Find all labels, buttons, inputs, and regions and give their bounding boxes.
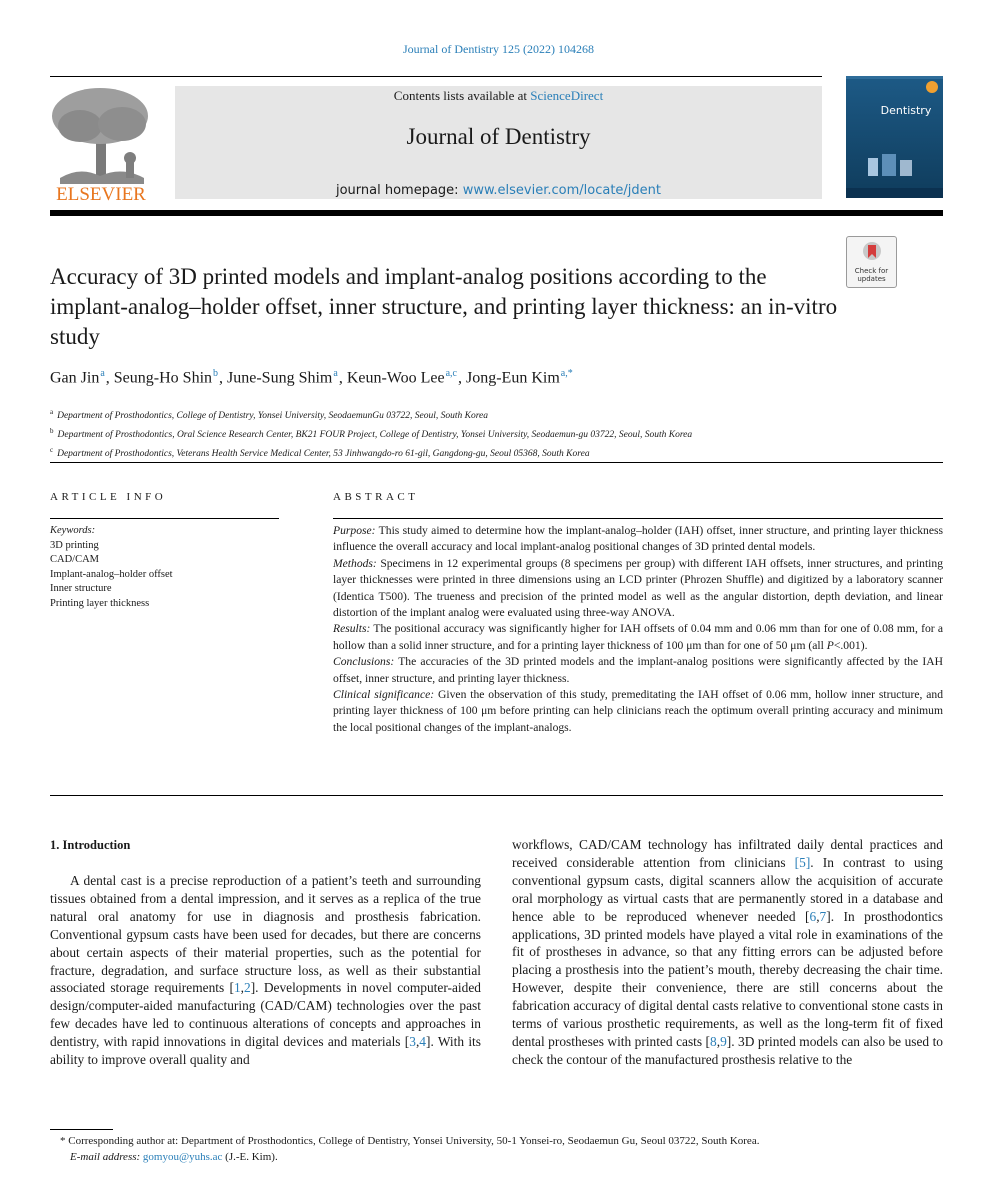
email-link[interactable]: gomyou@yuhs.ac (142, 1151, 223, 1164)
abstract-clinical-significance (333, 687, 943, 736)
bookmark-icon (862, 241, 882, 265)
journal-masthead (175, 86, 822, 199)
author-affiliation-marker[interactable]: a (333, 368, 338, 379)
clinical-label: Clinical significance: (333, 688, 435, 702)
section-rule (50, 462, 943, 463)
intro-text: . In contrast to using conventional gypsum casts, digital scanners allow the acquisition of accurate oral morphology as virtual casts that are permanently stored in a database and hence able to be reproduced whenever needed [ (512, 854, 943, 924)
results-label: Results: (333, 622, 371, 636)
cover-image (846, 76, 943, 198)
footnote-line (60, 1133, 950, 1149)
introduction-heading: 1. Introduction (50, 838, 131, 852)
check-label-line-1: Check for (854, 267, 889, 275)
sciencedirect-link[interactable]: ScienceDirect (530, 88, 604, 103)
journal-citation[interactable]: Journal of Dentistry 125 (2022) 104268 (403, 42, 594, 56)
clinical-text: Given the observation of this study, premeditating the IAH offset of 0.06 mm, hollow inner structure, and printing layer thickness of 100 μm before printing can help clinicians reach the optimum overall printing accuracy and minimum the local positional changes of the implant-analogs. (333, 688, 944, 734)
homepage-prefix: journal homepage: (335, 183, 463, 198)
keyword-item: Implant-analog–holder offset (50, 568, 173, 580)
reference-link[interactable]: 9 (720, 1033, 727, 1049)
introduction-left-column (50, 872, 481, 1069)
affiliation-item (50, 405, 950, 424)
article-title: Accuracy of 3D printed models and implant-analog positions according to the implant-analog–holder offset, inner structure, and printing layer thickness: an in-vitro study (50, 264, 838, 349)
purpose-label: Purpose: (333, 524, 376, 537)
check-for-updates-label (847, 267, 896, 283)
intro-text: A dental cast is a precise reproduction of a patient’s teeth and surrounding tissues obtained from a dental impression, and it serves as a replica of the true natural oral anatomy for use in diagnosis and prosthesis fabrication. Conventional gypsum casts have been used for decades, but there are concerns about certain aspects of their material properties, such as the potential for fracture, degradation, and surface structure loss, as well as their substantial associated storage requirements [ (50, 873, 481, 996)
intro-text: ]. In prosthodontics applications, 3D printed models have played a vital role in examinations of the fit of prostheses in advance, so that any fitting errors can be adjusted before placing a prosthesis into the patient’s mouth, thereby decreasing the chair time. However, despite their convenience, there are still concerns about the fabrication accuracy of digital dental casts relative to conventional stone casts in terms of various prosthetic requirements, as well as the long-term fit of fixed dental prostheses with printed casts [ (512, 908, 943, 1049)
abstract-purpose (333, 523, 943, 556)
keyword-item: 3D printing (50, 539, 99, 551)
author-affiliation-marker[interactable]: a,c (445, 368, 457, 379)
check-label-line-2: updates (857, 275, 886, 283)
keyword-item: CAD/CAM (50, 554, 100, 566)
cover-title: Dentistry (880, 104, 932, 117)
author-name: Keun-Woo Lee (346, 369, 445, 387)
publisher-name: ELSEVIER (56, 184, 146, 204)
keywords-label: Keywords: (50, 525, 96, 536)
reference-link[interactable]: [5] (794, 854, 811, 870)
top-rule (50, 76, 822, 77)
article-info-heading: ARTICLE INFO (50, 491, 167, 503)
contents-line (175, 88, 822, 104)
author-list (50, 368, 930, 387)
purpose-text: This study aimed to determine how the implant-analog–holder (IAH) offset, inner structure, and printing layer thickness influence the overall accuracy and local implant-analog positional changes of 3D printed dental models. (333, 524, 943, 554)
introduction-right-column (512, 836, 943, 1069)
abstract-bottom-rule (50, 795, 943, 796)
footnote-star: * (60, 1135, 66, 1147)
introduction-paragraph: A dental cast is a precise reproduction of a patient’s teeth and surrounding tissues obtained from a dental impression, and it serves as a replica of the true natural oral anatomy for use in diagnosis and prosthesis fabrication. Conventional gypsum casts have been used for decades, but there are concerns about certain aspects of their material properties, such as the potential for fracture, degradation, and surface structure loss, as well as their substantial associated storage requirements [1,2]. Developments in novel computer-aided design/computer-aided manufacturing (CAD/CAM) technologies over the past few decades have led to continuous alterations of concepts and approaches in dentistry, with rapid innovations in digital devices and materials [3,4]. With its ability to improve overall quality and (50, 873, 481, 1068)
header-thick-rule (50, 210, 943, 216)
journal-cover[interactable] (846, 76, 943, 198)
reference-link[interactable]: 8 (710, 1033, 717, 1049)
homepage-line (175, 183, 822, 198)
footnote-email-line (60, 1149, 950, 1165)
results-p-symbol: P (826, 638, 834, 652)
author-affiliation-marker[interactable]: a (100, 368, 105, 379)
footnote-text: Corresponding author at: Department of Prosthodontics, College of Dentistry, Yonsei University, 50-1 Yonsei-ro, Seodaemun Gu, Seoul 03722, South Korea. (65, 1135, 760, 1147)
journal-title: Journal of Dentistry (406, 124, 591, 149)
methods-text: Specimens in 12 experimental groups (8 specimens per group) with different IAH offsets, inner structures, and printing layer thicknesses were printed in three dimensions using an LCD printer (Phrozen Shuffle) and digitized by a laboratory scanner (Identica T500). The trueness and precision of the printed model as well as the angular distortion, depth deviation, and linear distortion of the implant analog were evaluated using three-way ANOVA. (333, 556, 943, 620)
author-name: Seung-Ho Shin (113, 369, 213, 387)
author-affiliation-marker[interactable]: a,* (560, 368, 573, 379)
affiliation-text: Department of Prosthodontics, Veterans Health Service Medical Center, 53 Jinhwangdo-ro 61-gil, Gangdong-gu, Seoul 05368, South Korea (57, 449, 590, 460)
intro-text: workflows, CAD/CAM technology has infiltrated daily dental practices and received considerable attention from clinicians (512, 837, 943, 870)
corresponding-author-footnote (60, 1133, 950, 1166)
author-separator: , (105, 369, 114, 387)
intro-text: ]. 3D printed models can also be used to check the contour of the manufactured prosthesis relative to the (512, 1033, 943, 1067)
abstract-rule (333, 518, 943, 519)
email-label: E-mail address: (70, 1151, 141, 1164)
affiliation-list (50, 405, 950, 462)
conclusions-label: Conclusions: (333, 655, 395, 669)
affiliation-text: Department of Prosthodontics, College of Dentistry, Yonsei University, SeodaemunGu 03722, Seoul, South Korea (57, 411, 489, 422)
author-name: Gan Jin (50, 369, 100, 387)
intro-text: ]. With its ability to improve overall quality and (50, 1034, 481, 1068)
conclusions-text: The accuracies of the 3D printed models and the implant-analog positions were significantly affected by the IAH offset, inner structure, and printing layer thickness. (333, 655, 943, 685)
affiliation-text: Department of Prosthodontics, Oral Science Research Center, BK21 FOUR Project, College of Dentistry, Yonsei University, Seodaemun-gu 03722, Seoul, South Korea (57, 430, 693, 441)
author-name: Jong-Eun Kim (465, 369, 560, 387)
contents-prefix: Contents lists available at (393, 88, 531, 103)
affiliation-marker: c (50, 446, 54, 455)
reference-link[interactable]: 7 (819, 908, 827, 924)
affiliation-item (50, 424, 950, 443)
intro-text: ]. Developments in novel computer-aided design/computer-aided manufacturing (CAD/CAM) technologies over the past few decades have led to continuous alterations of concepts and approaches in dentistry, with rapid innovations in digital devices and materials [ (50, 980, 481, 1050)
reference-link[interactable]: 4 (419, 1034, 426, 1050)
abstract-body (333, 523, 943, 736)
author-separator: , (219, 369, 228, 387)
results-text: The positional accuracy was significantly higher for IAH offsets of 0.04 mm and 0.06 mm than for one of 0.08 mm, for a hollow than a solid inner structure, and for a printing layer thickness of 100 μm than for one of 50 μm (all (333, 622, 943, 652)
footnote-rule (50, 1129, 113, 1130)
reference-link[interactable]: 1 (233, 980, 241, 996)
keyword-item: Printing layer thickness (50, 597, 150, 609)
affiliation-marker: a (50, 408, 54, 416)
author-separator: , (457, 369, 466, 387)
abstract-methods (333, 556, 943, 622)
author-name: June-Sung Shim (227, 369, 333, 387)
affiliation-marker: b (50, 427, 54, 436)
affiliation-item (50, 443, 950, 462)
elsevier-logo[interactable] (50, 86, 152, 204)
homepage-link[interactable]: www.elsevier.com/locate/jdent (462, 183, 662, 198)
keywords-list (50, 524, 173, 612)
check-for-updates-button[interactable] (846, 236, 897, 288)
abstract-conclusions (333, 654, 943, 687)
results-text-end: <.001). (833, 638, 868, 652)
abstract-heading: ABSTRACT (333, 491, 419, 503)
author-affiliation-marker[interactable]: b (213, 368, 219, 379)
reference-link[interactable]: 2 (244, 980, 251, 996)
article-info-rule (50, 518, 279, 519)
keyword-item: Inner structure (50, 583, 112, 595)
elsevier-tree-icon (50, 86, 152, 204)
author-separator: , (338, 369, 347, 387)
introduction-paragraph-continued: workflows, CAD/CAM technology has infiltrated daily dental practices and received considerable attention from clinicians [5]. In contrast to using conventional gypsum casts, digital scanners allow the acquisition of accurate oral morphology as virtual casts that are permanently stored in a database and hence able to be reproduced whenever needed [6,7]. In prosthodontics applications, 3D printed models have played a vital role in examinations of the fit of prostheses in advance, so that any fitting errors can be adjusted before placing a prosthesis into the patient’s mouth, thereby decreasing the chair time. However, despite their convenience, there are still concerns about the fabrication accuracy of digital dental casts relative to conventional stone casts in terms of various prosthetic requirements, as well as the long-term fit of fixed dental prostheses with printed casts [8,9]. 3D printed models can also be used to check the contour of the manufactured prosthesis relative to the (512, 837, 943, 1067)
abstract-results (333, 621, 943, 654)
methods-label: Methods: (333, 556, 377, 570)
email-suffix: (J.-E. Kim). (222, 1151, 278, 1164)
reference-link[interactable]: 3 (409, 1034, 416, 1050)
reference-link[interactable]: 6 (809, 908, 817, 924)
